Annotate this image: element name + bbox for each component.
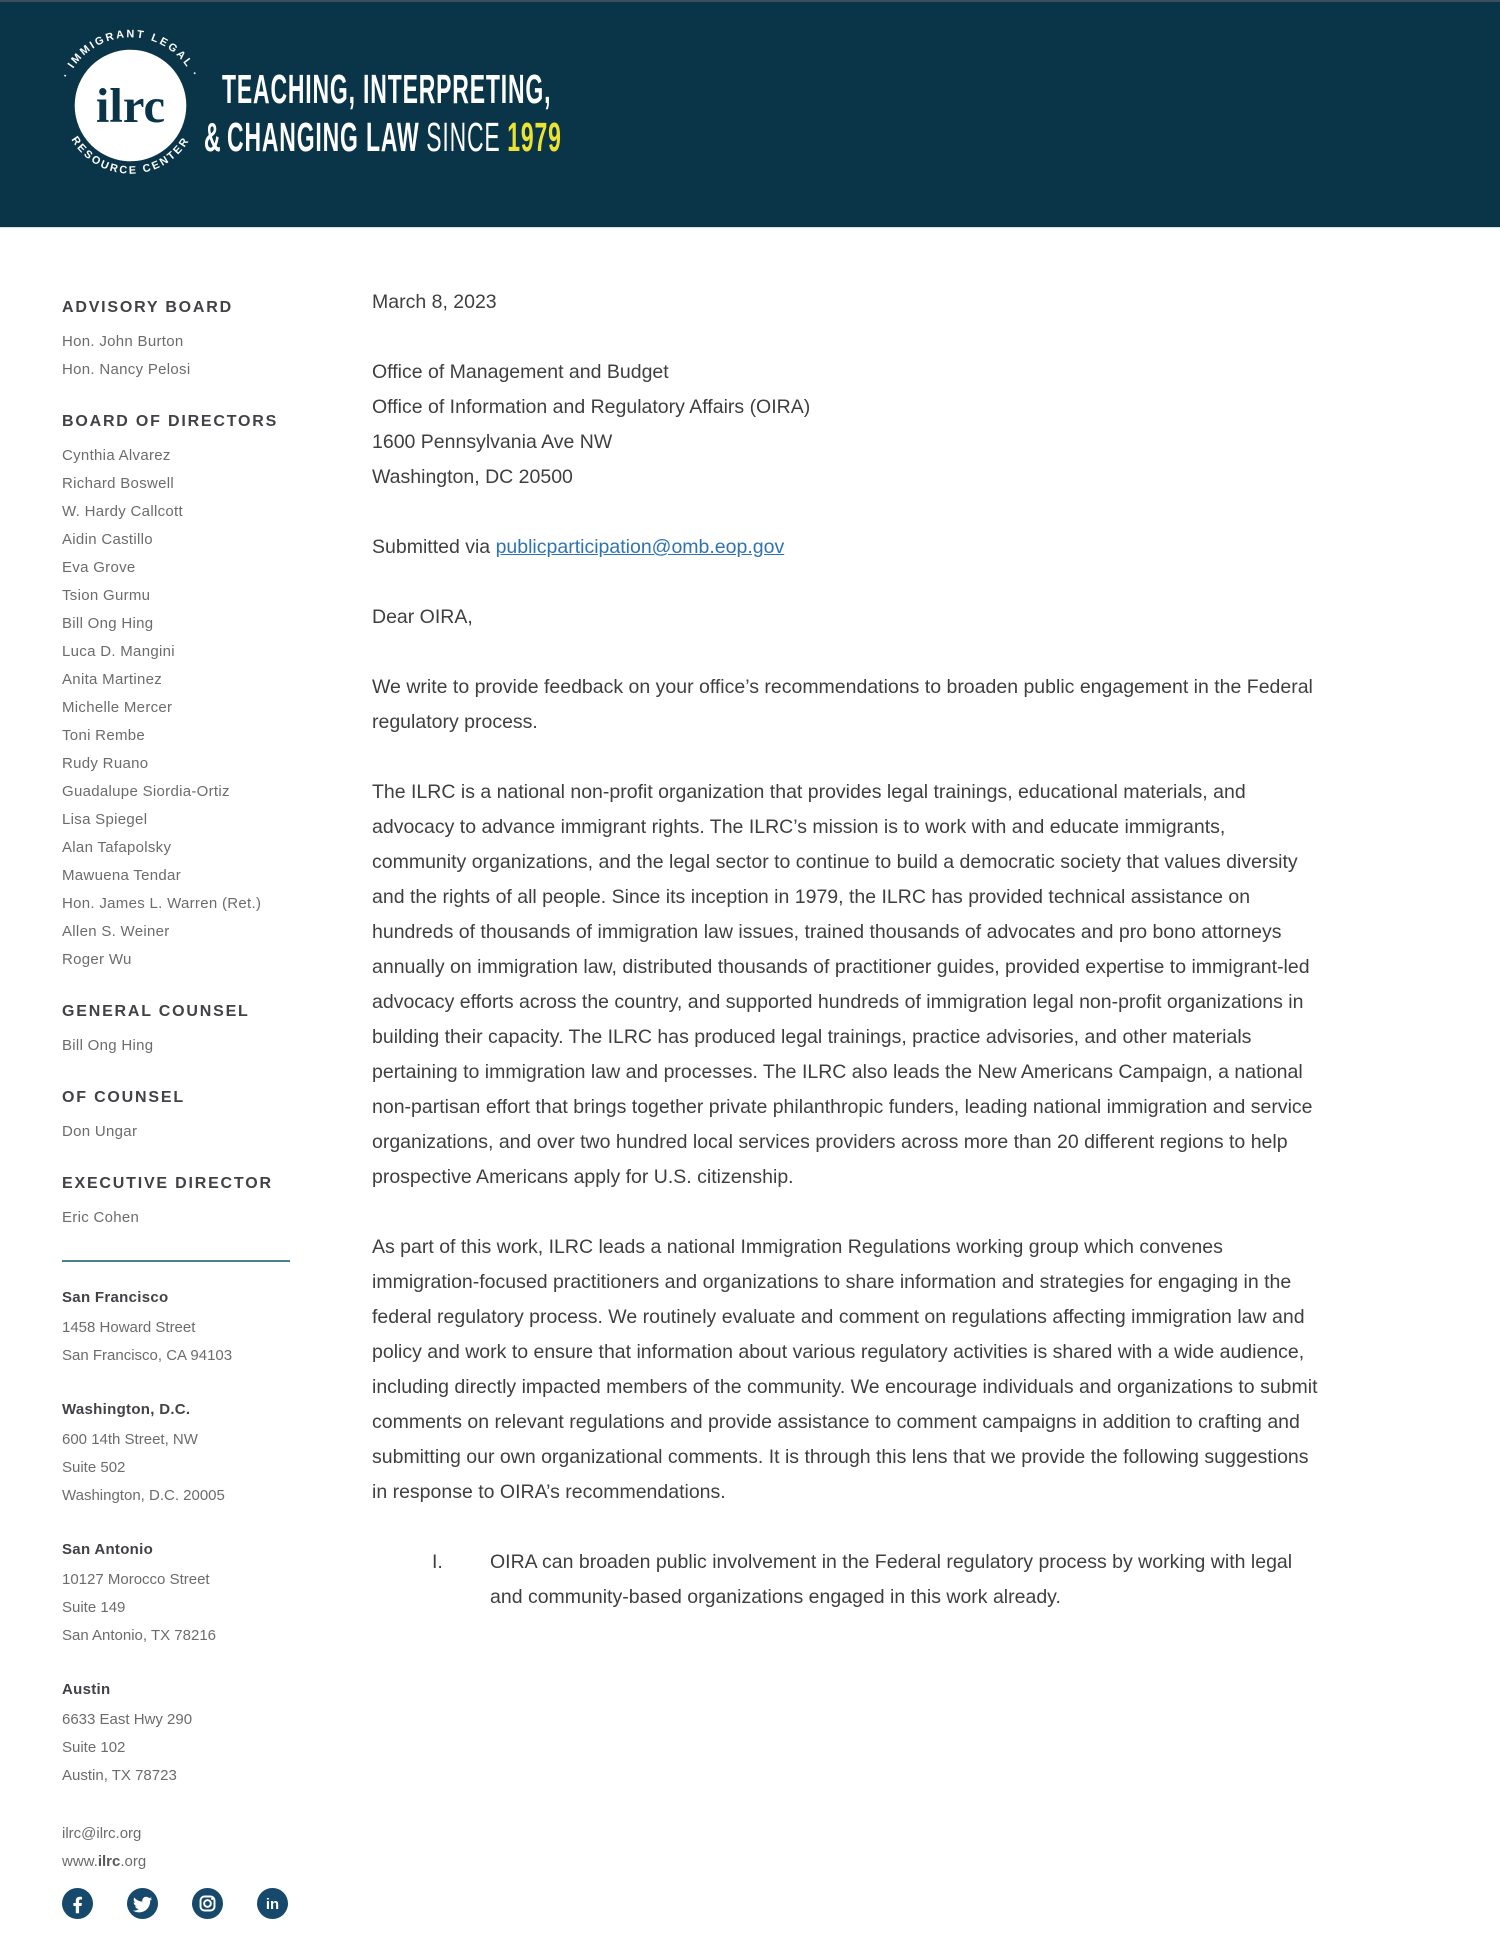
contact-block: [62, 1820, 322, 1876]
letter-body: [372, 285, 1322, 1615]
twitter-icon[interactable]: [127, 1888, 158, 1919]
address-line: Suite 149: [62, 1599, 126, 1616]
instagram-icon[interactable]: [192, 1888, 223, 1919]
office-austin: [62, 1680, 322, 1790]
contact-website: [62, 1848, 322, 1876]
logo-arc-top-text: · IMMIGRANT LEGAL ·: [59, 28, 202, 80]
submission-line: [372, 530, 1322, 565]
person-name: Rudy Ruano: [62, 755, 149, 772]
office-address: [62, 1314, 322, 1370]
ilrc-logo: [53, 28, 208, 183]
logo-wordmark: ilrc: [95, 79, 166, 134]
person-name: Eric Cohen: [62, 1209, 140, 1226]
person-name: Bill Ong Hing: [62, 1037, 154, 1054]
letterhead-banner: [0, 0, 1500, 228]
person-name: Richard Boswell: [62, 475, 175, 492]
office-address: [62, 1426, 322, 1510]
tagline-ampersand: &: [204, 114, 222, 160]
office-city: San Francisco: [62, 1289, 169, 1306]
office-address: [62, 1706, 322, 1790]
office-city: San Antonio: [62, 1541, 154, 1558]
paragraph-intro: We write to provide feedback on your office’s recommendations to broaden public engagement in the Federal regulatory process.: [372, 676, 1313, 733]
person-name: Tsion Gurmu: [62, 587, 151, 604]
recipient-line: Office of Information and Regulatory Affairs (OIRA): [372, 396, 811, 418]
contact-email: ilrc@ilrc.org: [62, 1825, 142, 1842]
address-line: Washington, D.C. 20005: [62, 1487, 225, 1504]
person-name: Hon. John Burton: [62, 333, 184, 350]
sidebar-section-general-counsel: [62, 1002, 322, 1060]
letter-date: March 8, 2023: [372, 291, 497, 313]
person-name: Eva Grove: [62, 559, 136, 576]
person-name: Allen S. Weiner: [62, 923, 170, 940]
letterhead-sidebar: [62, 298, 322, 1919]
office-san-antonio: [62, 1540, 322, 1650]
section-heading: ADVISORY BOARD: [62, 299, 233, 316]
website-prefix: www.: [62, 1853, 98, 1870]
address-line: Suite 102: [62, 1739, 126, 1756]
address-line: Austin, TX 78723: [62, 1767, 177, 1784]
of-counsel-list: [62, 1118, 322, 1146]
board-of-directors-list: [62, 442, 322, 974]
sidebar-section-of-counsel: [62, 1088, 322, 1146]
submission-prefix: Submitted via: [372, 536, 496, 558]
social-icons-row: [62, 1888, 322, 1919]
tagline-year: 1979: [507, 114, 562, 160]
list-text: OIRA can broaden public involvement in the Federal regulatory process by working with legal and community-based organizations engaged in this work already.: [490, 1551, 1293, 1608]
recipient-line: Office of Management and Budget: [372, 361, 669, 383]
section-heading: GENERAL COUNSEL: [62, 1003, 250, 1020]
advisory-board-list: [62, 328, 322, 384]
office-address: [62, 1566, 322, 1650]
paragraph-working-group: As part of this work, ILRC leads a national Immigration Regulations working group which convenes immigration-focused practitioners and organizations to share information and strategies for engaging in the federal regulatory process. We routinely evaluate and comment on regulations affecting immigration law and policy and work to ensure that information about various regulatory activities is shared with a wide audience, including directly impacted members of the community. We encourage individuals and organizations to submit comments on relevant regulations and provide assistance to comment campaigns in addition to crafting and submitting our own organizational comments. It is through this lens that we provide the following suggestions in response to OIRA’s recommendations.: [372, 1236, 1318, 1503]
address-line: 6633 East Hwy 290: [62, 1711, 193, 1728]
office-san-francisco: [62, 1288, 322, 1370]
recipient-address: [372, 355, 1322, 495]
section-heading: OF COUNSEL: [62, 1089, 185, 1106]
person-name: Luca D. Mangini: [62, 643, 175, 660]
office-city: Austin: [62, 1681, 111, 1698]
recipient-line: Washington, DC 20500: [372, 466, 573, 488]
person-name: Aidin Castillo: [62, 531, 153, 548]
sidebar-section-executive-director: [62, 1174, 322, 1232]
address-line: 600 14th Street, NW: [62, 1431, 198, 1448]
office-washington-dc: [62, 1400, 322, 1510]
recipient-line: 1600 Pennsylvania Ave NW: [372, 431, 613, 453]
tagline-line2: [204, 114, 562, 161]
person-name: Hon. James L. Warren (Ret.): [62, 895, 262, 912]
person-name: Anita Martinez: [62, 671, 163, 688]
tagline-line1: TEACHING, INTERPRETING,: [222, 66, 552, 112]
address-line: San Antonio, TX 78216: [62, 1627, 217, 1644]
executive-director-list: [62, 1204, 322, 1232]
numbered-item-1: [372, 1545, 1322, 1615]
sidebar-divider: [62, 1260, 290, 1262]
person-name: Toni Rembe: [62, 727, 146, 744]
person-name: W. Hardy Callcott: [62, 503, 183, 520]
person-name: Cynthia Alvarez: [62, 447, 171, 464]
person-name: Bill Ong Hing: [62, 615, 154, 632]
sidebar-section-board-of-directors: [62, 412, 322, 974]
salutation: Dear OIRA,: [372, 606, 473, 628]
section-heading: BOARD OF DIRECTORS: [62, 413, 279, 430]
person-name: Roger Wu: [62, 951, 132, 968]
address-line: 10127 Morocco Street: [62, 1571, 210, 1588]
logo-arc-bottom-text: RESOURCE CENTER: [68, 134, 193, 177]
website-bold: ilrc: [97, 1853, 121, 1870]
person-name: Mawuena Tendar: [62, 867, 181, 884]
tagline-since: SINCE: [426, 114, 501, 160]
linkedin-icon[interactable]: [257, 1888, 288, 1919]
list-marker: I.: [432, 1551, 443, 1573]
person-name: Alan Tafapolsky: [62, 839, 172, 856]
person-name: Guadalupe Siordia-Ortiz: [62, 783, 230, 800]
paragraph-about-ilrc: The ILRC is a national non-profit organization that provides legal trainings, educational materials, and advocacy to advance immigrant rights. The ILRC’s mission is to work with and educate immigrants, community organizations, and the legal sector to continue to build a democratic society that values diversity and the rights of all people. Since its inception in 1979, the ILRC has provided technical assistance on hundreds of thousands of immigration law issues, trained thousands of advocates and pro bono attorneys annually on immigration law, distributed thousands of practitioner guides, provided expertise to immigrant-led advocacy efforts across the country, and supported hundreds of immigration legal non-profit organizations in building their capacity. The ILRC has produced legal trainings, practice advisories, and other materials pertaining to immigration law and processes. The ILRC also leads the New Americans Campaign, a national non-partisan effort that brings together private philanthropic funders, leading national immigration and service organizations, and over two hundred local services providers across more than 20 different regions to help prospective Americans apply for U.S. citizenship.: [372, 781, 1313, 1188]
submission-email-link[interactable]: publicparticipation@omb.eop.gov: [495, 536, 785, 558]
person-name: Don Ungar: [62, 1123, 138, 1140]
address-line: San Francisco, CA 94103: [62, 1347, 233, 1364]
address-line: 1458 Howard Street: [62, 1319, 196, 1336]
website-suffix: .org: [120, 1853, 147, 1870]
svg-text:in: in: [265, 1896, 280, 1913]
office-city: Washington, D.C.: [62, 1401, 191, 1418]
person-name: Hon. Nancy Pelosi: [62, 361, 191, 378]
facebook-icon[interactable]: [62, 1888, 93, 1919]
person-name: Lisa Spiegel: [62, 811, 148, 828]
sidebar-section-advisory-board: [62, 298, 322, 384]
tagline-bold: CHANGING LAW: [227, 114, 420, 160]
address-line: Suite 502: [62, 1459, 126, 1476]
person-name: Michelle Mercer: [62, 699, 173, 716]
general-counsel-list: [62, 1032, 322, 1060]
section-heading: EXECUTIVE DIRECTOR: [62, 1175, 273, 1192]
